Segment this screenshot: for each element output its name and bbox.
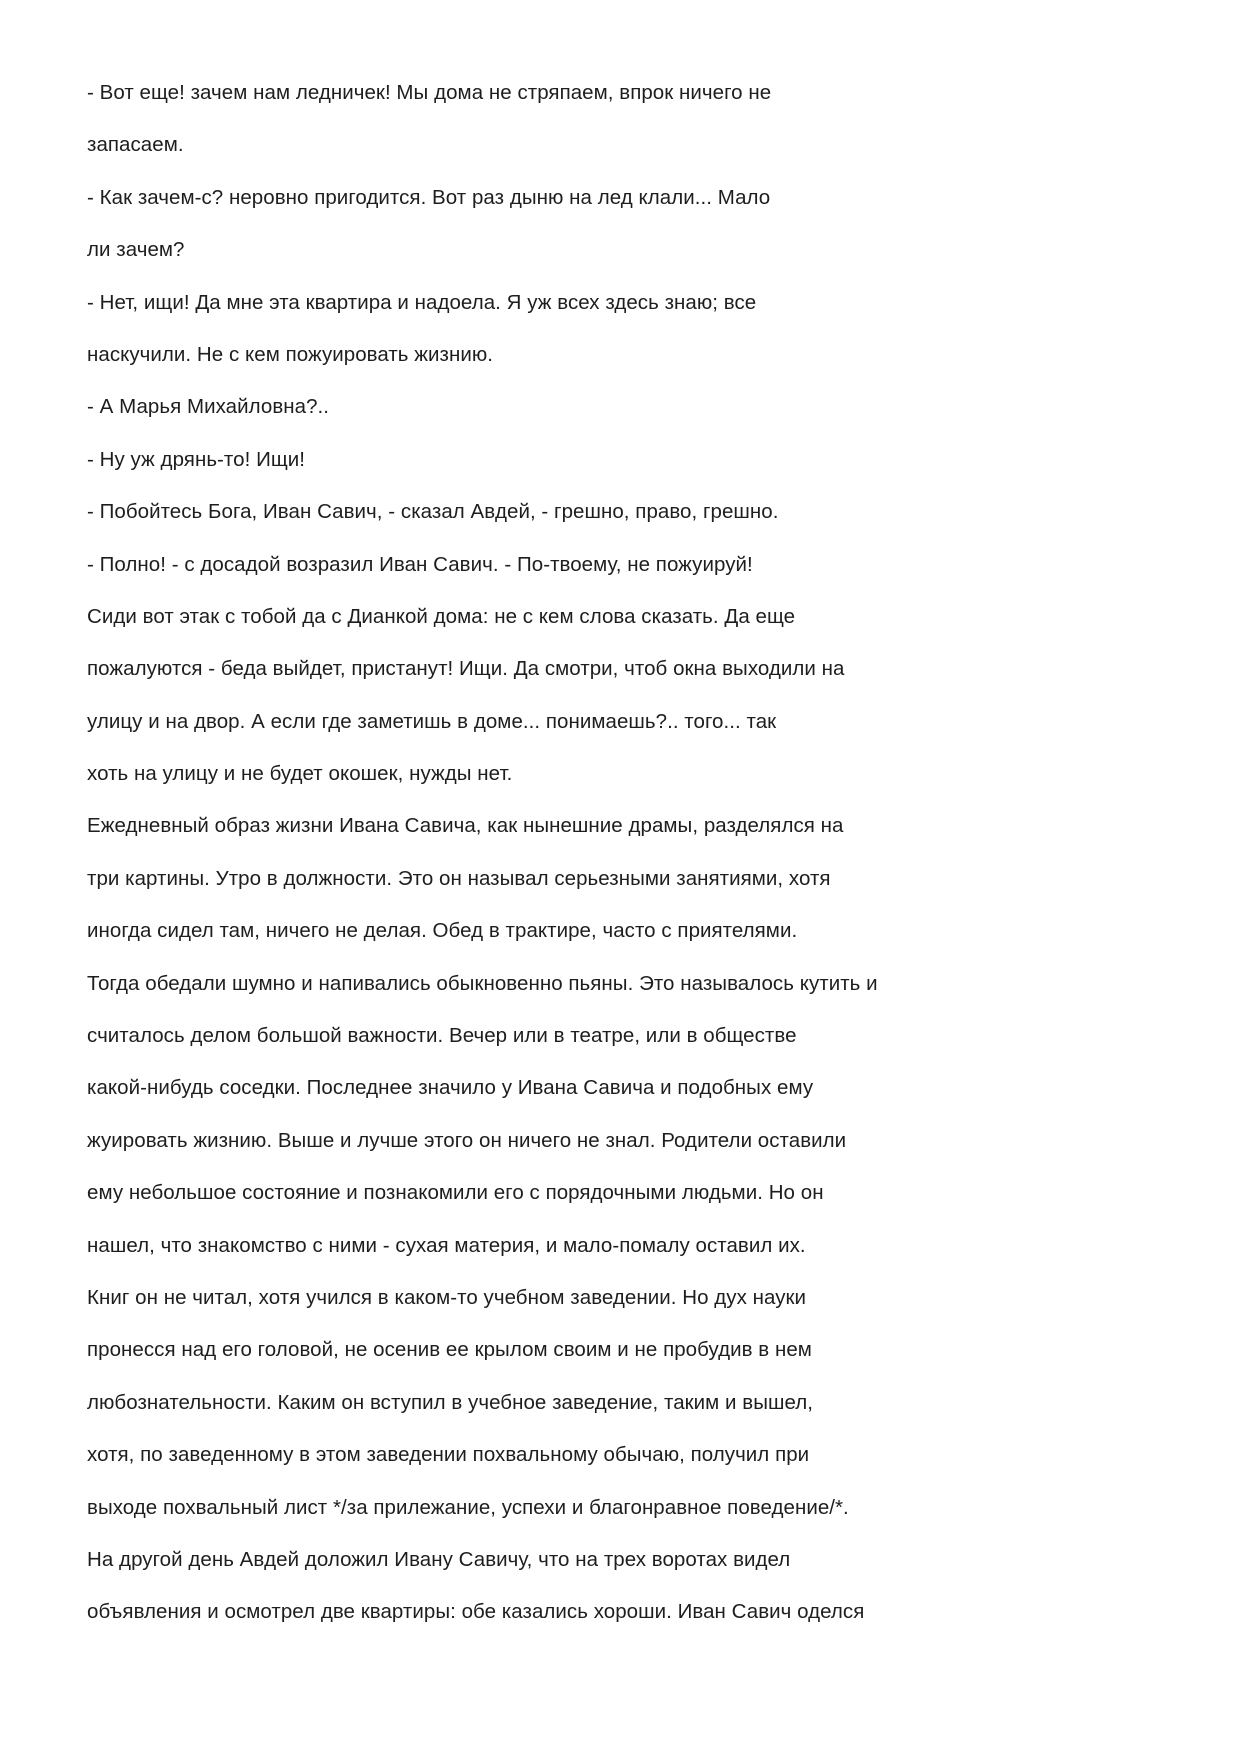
text-line: три картины. Утро в должности. Это он называл серьезными занятиями, хотя bbox=[87, 866, 831, 890]
text-body bbox=[87, 82, 1147, 1654]
text-line: наскучили. Не с кем пожуировать жизнию. bbox=[87, 342, 494, 366]
text-line: - Полно! - с досадой возразил Иван Савич. - По-твоему, не пожуируй! bbox=[87, 552, 753, 576]
text-line: выходе похвальный лист */за прилежание, успехи и благонравное поведение/*. bbox=[87, 1495, 849, 1519]
text-line: На другой день Авдей доложил Ивану Савичу, что на трех воротах видел bbox=[87, 1547, 791, 1571]
text-line: пронесся над его головой, не осенив ее крылом своим и не пробудив в нем bbox=[87, 1338, 812, 1362]
text-line: Тогда обедали шумно и напивались обыкновенно пьяны. Это называлось кутить и bbox=[87, 971, 878, 995]
text-line: - Вот еще! зачем нам ледничек! Мы дома не стряпаем, впрок ничего не bbox=[87, 81, 772, 104]
text-line: какой-нибудь соседки. Последнее значило у Ивана Савича и подобных ему bbox=[87, 1076, 814, 1100]
text-line: улицу и на двор. А если где заметишь в доме... понимаешь?.. того... так bbox=[87, 709, 777, 733]
text-line: Ежедневный образ жизни Ивана Савича, как нынешние драмы, разделялся на bbox=[87, 814, 844, 838]
text-line: пожалуются - беда выйдет, пристанут! Ищи. Да смотри, чтоб окна выходили на bbox=[87, 657, 845, 681]
text-line: - Ну уж дрянь-то! Ищи! bbox=[87, 447, 306, 471]
text-line: жуировать жизнию. Выше и лучше этого он ничего не знал. Родители оставили bbox=[87, 1128, 847, 1152]
text-line: - Как зачем-с? неровно пригодится. Вот раз дыню на лед клали... Мало bbox=[87, 185, 771, 209]
text-line: ли зачем? bbox=[87, 238, 185, 262]
text-line: запасаем. bbox=[87, 133, 184, 157]
text-line: - А Марья Михайловна?.. bbox=[87, 395, 330, 419]
text-line: объявления и осмотрел две квартиры: обе казались хороши. Иван Савич оделся bbox=[87, 1600, 865, 1624]
text-line: Книг он не читал, хотя учился в каком-то учебном заведении. Но дух науки bbox=[87, 1285, 807, 1309]
text-line: - Нет, ищи! Да мне эта квартира и надоела. Я уж всех здесь знаю; все bbox=[87, 290, 757, 314]
text-line: Сиди вот этак с тобой да с Дианкой дома: не с кем слова сказать. Да еще bbox=[87, 604, 796, 628]
text-line: хоть на улицу и не будет окошек, нужды нет. bbox=[87, 762, 513, 786]
text-line: считалось делом большой важности. Вечер или в театре, или в обществе bbox=[87, 1024, 797, 1048]
text-line: - Побойтесь Бога, Иван Савич, - сказал Авдей, - грешно, право, грешно. bbox=[87, 500, 779, 524]
text-line: иногда сидел там, ничего не делая. Обед в трактире, часто с приятелями. bbox=[87, 919, 798, 943]
text-line: нашел, что знакомство с ними - сухая материя, и мало-помалу оставил их. bbox=[87, 1233, 806, 1257]
text-line: любознательности. Каким он вступил в учебное заведение, таким и вышел, bbox=[87, 1390, 814, 1414]
text-line: ему небольшое состояние и познакомили его с порядочными людьми. Но он bbox=[87, 1181, 824, 1205]
text-line: хотя, по заведенному в этом заведении похвальному обычаю, получил при bbox=[87, 1443, 810, 1467]
